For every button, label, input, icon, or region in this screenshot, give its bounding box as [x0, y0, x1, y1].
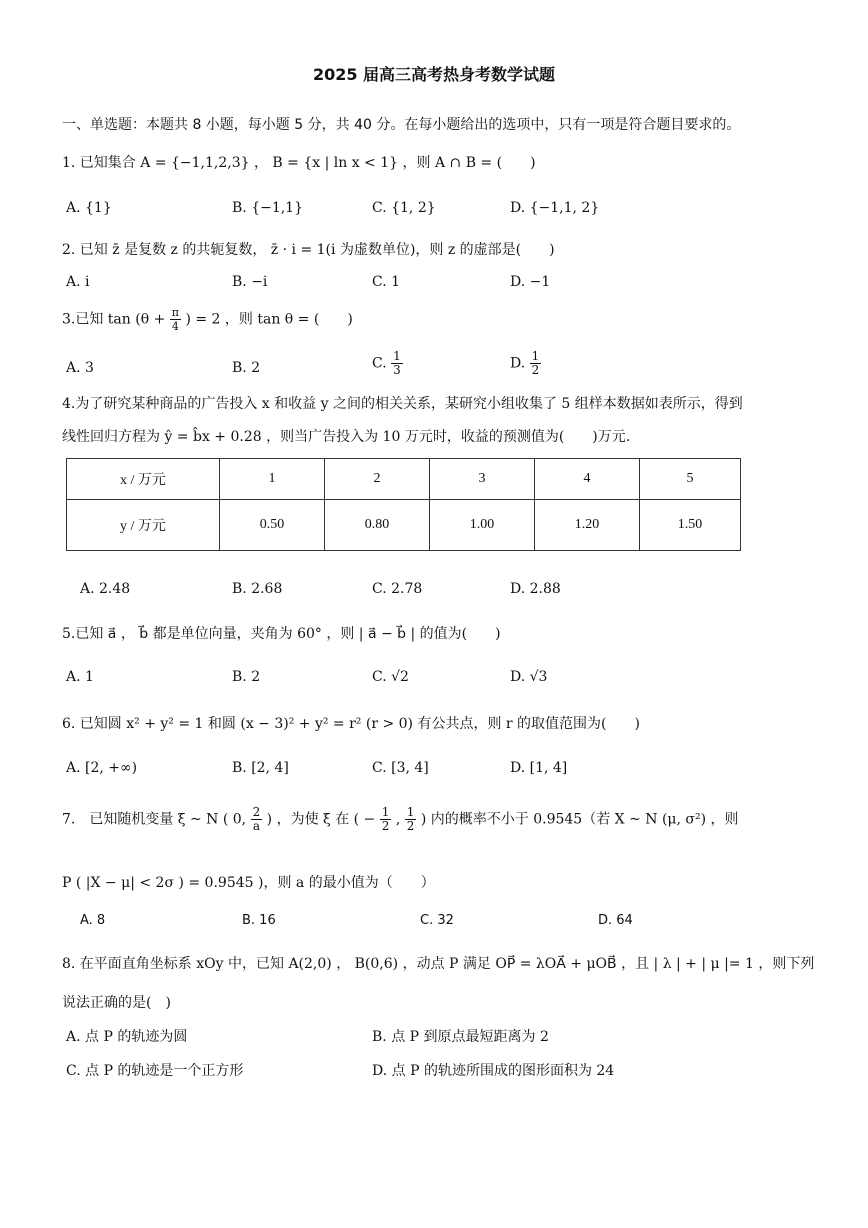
q4-option-a: A. 2.48	[80, 581, 131, 597]
question-2-stem: 2. 已知 z̄ 是复数 z 的共轭复数， z̄ · i = 1(i 为虚数单位)，则 z 的虚部是( )	[62, 242, 555, 258]
question-4-line1: 4.为了研究某种商品的广告投入 x 和收益 y 之间的相关关系，某研究小组收集了 5 组样本数据如表所示，得到	[62, 396, 743, 412]
q4-option-d: D. 2.88	[510, 581, 561, 597]
q3-option-c-label: C.	[372, 355, 387, 372]
sample-data-table	[66, 458, 741, 551]
q1-option-d: D. {−1,1, 2}	[510, 200, 600, 216]
q7-frac2-num: 1	[381, 805, 390, 819]
q3-stem-pre: 3.已知 tan (θ +	[62, 311, 166, 328]
q7-fraction-2	[380, 806, 392, 833]
q4-option-b: B. 2.68	[232, 581, 283, 597]
q3-option-d-label: D.	[510, 355, 526, 372]
question-7-line1	[62, 806, 738, 833]
q7-option-a: A. 8	[80, 913, 106, 928]
q3-fraction	[170, 306, 181, 333]
q4-option-c: C. 2.78	[372, 581, 423, 597]
table-cell: 1.50	[640, 500, 741, 551]
q1-option-b: B. {−1,1}	[232, 200, 303, 216]
question-6-stem: 6. 已知圆 x² + y² = 1 和圆 (x − 3)² + y² = r² (r > 0) 有公共点，则 r 的取值范围为( )	[62, 716, 640, 732]
q2-option-a: A. i	[66, 274, 90, 290]
q3-c-den: 3	[393, 363, 401, 377]
table-cell: 1	[220, 459, 325, 500]
q7-option-b: B. 16	[242, 913, 276, 928]
table-cell: 1.00	[430, 500, 535, 551]
q3-option-d	[510, 350, 541, 377]
table-cell: 1.20	[535, 500, 640, 551]
q6-option-b: B. [2, 4]	[232, 760, 289, 776]
q3-option-b: B. 2	[232, 360, 261, 376]
q3-d-num: 1	[531, 349, 540, 363]
q7-fraction-1	[251, 806, 263, 833]
table-cell: 0.50	[220, 500, 325, 551]
q3-stem-post: ) = 2 ，则 tan θ = ( )	[185, 311, 353, 328]
q8-option-b: B. 点 P 到原点最短距离为 2	[372, 1029, 549, 1045]
q3-option-a: A. 3	[66, 360, 94, 376]
q3-option-c	[372, 350, 403, 377]
q3-c-num: 1	[393, 349, 401, 363]
q5-option-c: C. √2	[372, 669, 409, 685]
q3-frac-num: π	[171, 306, 180, 319]
q7-frac1-num: 2	[252, 805, 261, 819]
q7-frac3-num: 1	[406, 805, 415, 819]
q8-option-a: A. 点 P 的轨迹为圆	[66, 1029, 188, 1045]
q7-fraction-3	[405, 806, 417, 833]
q6-option-d: D. [1, 4]	[510, 760, 568, 776]
q2-option-d: D. −1	[510, 274, 551, 290]
question-8-line2: 说法正确的是( )	[62, 995, 171, 1011]
q7-frac3-den: 2	[406, 819, 415, 833]
q8-option-d: D. 点 P 的轨迹所围成的图形面积为 24	[372, 1063, 615, 1079]
q7-post: ) 内的概率不小于 0.9545（若 X ~ N (μ, σ²) ，则	[420, 811, 739, 828]
q2-option-c: C. 1	[372, 274, 401, 290]
q3-d-den: 2	[531, 363, 540, 377]
q7-comma: ,	[395, 811, 401, 828]
page-title: 2025 届高三高考热身考数学试题	[312, 65, 556, 84]
q5-option-a: A. 1	[66, 669, 94, 685]
table-cell: 3	[430, 459, 535, 500]
question-3-stem	[62, 306, 353, 333]
q7-mid: ) ，为使 ξ 在 ( −	[266, 811, 376, 828]
table-header-x: x / 万元	[67, 459, 220, 500]
q3-option-d-fraction	[530, 350, 542, 377]
section-heading: 一、单选题：本题共 8 小题，每小题 5 分，共 40 分。在每小题给出的选项中，只有一项是符合题目要求的。	[62, 117, 741, 133]
q7-frac1-den: a	[252, 819, 260, 833]
table-cell: 0.80	[325, 500, 430, 551]
q7-frac2-den: 2	[381, 819, 390, 833]
q6-option-a: A. [2, +∞)	[66, 760, 138, 776]
q5-option-d: D. √3	[510, 669, 548, 685]
q2-option-b: B. −i	[232, 274, 268, 290]
question-7-line2: P ( |X − μ| < 2σ ) = 0.9545 )，则 a 的最小值为（ ）	[62, 875, 435, 891]
q7-option-c: C. 32	[420, 913, 454, 928]
question-4-line2: 线性回归方程为 ŷ = b̂x + 0.28 ，则当广告投入为 10 万元时，收益的预测值为( )万元.	[62, 429, 631, 445]
q8-option-c: C. 点 P 的轨迹是一个正方形	[66, 1063, 244, 1079]
question-5-stem: 5.已知 a⃗ ， b⃗ 都是单位向量，夹角为 60° ，则 | a⃗ − b⃗ | 的值为( )	[62, 626, 501, 642]
table-cell: 4	[535, 459, 640, 500]
q1-option-c: C. {1, 2}	[372, 200, 436, 216]
table-header-y: y / 万元	[67, 500, 220, 551]
question-1-stem: 1. 已知集合 A = {−1,1,2,3} ， B = {x | ln x < 1} ，则 A ∩ B = ( )	[62, 155, 536, 171]
q3-option-c-fraction	[391, 350, 403, 377]
table-cell: 5	[640, 459, 741, 500]
q7-option-d: D. 64	[598, 913, 633, 928]
table-cell: 2	[325, 459, 430, 500]
table-row	[67, 459, 741, 500]
q1-option-a: A. {1}	[66, 200, 112, 216]
q5-option-b: B. 2	[232, 669, 261, 685]
q3-frac-den: 4	[171, 320, 179, 333]
question-8-line1: 8. 在平面直角坐标系 xOy 中，已知 A(2,0) ， B(0,6) ，动点 P 满足 OP⃗ = λOA⃗ + μOB⃗ ，且 | λ | + | μ |= 1 ，则下列	[62, 956, 815, 972]
q7-pre: 7. 已知随机变量 ξ ~ N ( 0,	[62, 811, 247, 828]
table-row	[67, 500, 741, 551]
q6-option-c: C. [3, 4]	[372, 760, 429, 776]
